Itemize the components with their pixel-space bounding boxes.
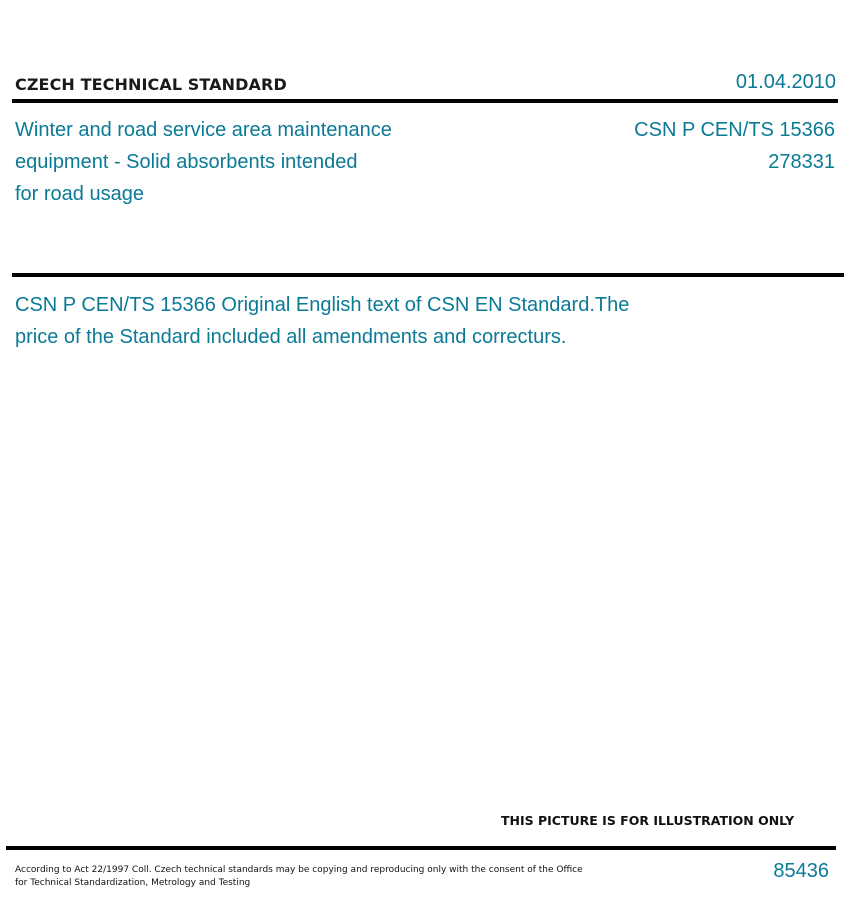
description-line: price of the Standard included all amendments and correcturs.	[15, 326, 567, 348]
standard-title	[15, 114, 455, 210]
footer-divider	[6, 846, 836, 850]
description-line: CSN P CEN/TS 15366 Original English text of CSN EN Standard.The	[15, 294, 630, 316]
standard-title-line: for road usage	[15, 183, 144, 205]
catalog-number: 278331	[768, 151, 835, 173]
legal-notice-line: for Technical Standardization, Metrology and Testing	[15, 878, 251, 888]
footer-code: 85436	[773, 860, 829, 882]
standard-identifiers	[634, 114, 835, 178]
illustration-disclaimer: THIS PICTURE IS FOR ILLUSTRATION ONLY	[501, 813, 795, 828]
publication-date: 01.04.2010	[735, 71, 836, 93]
legal-notice	[15, 864, 595, 890]
standard-description	[15, 289, 715, 353]
legal-notice-line: According to Act 22/1997 Coll. Czech technical standards may be copying and reproducing only with the consent of the Office	[15, 865, 583, 875]
document-type-heading: CZECH TECHNICAL STANDARD	[15, 75, 287, 94]
standard-title-line: equipment - Solid absorbents intended	[15, 151, 358, 173]
header-divider	[12, 99, 838, 103]
standard-title-line: Winter and road service area maintenance	[15, 119, 392, 141]
section-divider	[12, 273, 844, 277]
standard-designation: CSN P CEN/TS 15366	[634, 119, 835, 141]
